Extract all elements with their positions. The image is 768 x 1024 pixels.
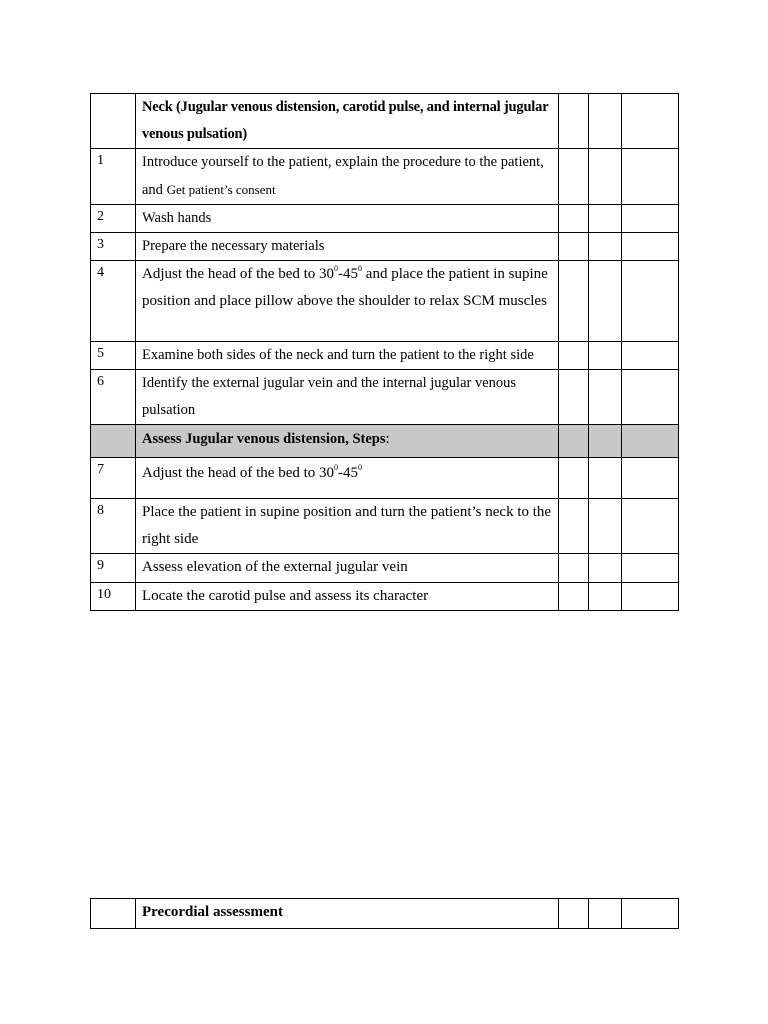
score-cell [559,233,589,261]
row-number: 4 [91,261,136,342]
degree-superscript: 0 [358,264,363,273]
score-cell [622,554,679,583]
score-cell [559,205,589,233]
score-cell [589,261,622,342]
score-cell [589,425,622,458]
row-number: 3 [91,233,136,261]
score-cell [589,342,622,370]
table-row [91,342,679,370]
table-row [91,149,679,205]
table-row [91,458,679,499]
score-cell [622,233,679,261]
score-cell [559,370,589,425]
row-number-cell [91,899,136,929]
score-cell [589,149,622,205]
row-number: 8 [91,499,136,554]
score-cell [589,458,622,499]
table-row [91,205,679,233]
row-number-cell [91,425,136,458]
score-cell [589,233,622,261]
section-header-jvd [136,425,559,458]
score-cell [622,899,679,929]
score-cell [622,583,679,611]
section-header-neck: Neck (Jugular venous distension, carotid pulse, and internal jugular venous pulsation) [136,94,559,149]
degree-superscript: 0 [334,463,339,472]
step-text: Prepare the necessary materials [136,233,559,261]
score-cell [622,370,679,425]
section-header-text: Assess Jugular venous distension, Steps [142,431,386,447]
score-cell [589,94,622,149]
row-number: 5 [91,342,136,370]
score-cell [622,205,679,233]
score-cell [622,342,679,370]
score-cell [589,370,622,425]
degree-superscript: 0 [358,463,363,472]
score-cell [559,583,589,611]
row-number: 1 [91,149,136,205]
step-text-main: Introduce yourself to the patient, explain the procedure to the patient, and [142,154,544,198]
row-number: 2 [91,205,136,233]
table-row [91,554,679,583]
step-text-part: -45 [338,266,359,282]
table-row [91,425,679,458]
score-cell [622,499,679,554]
score-cell [559,261,589,342]
degree-superscript: 0 [334,264,339,273]
score-cell [589,499,622,554]
score-cell [559,458,589,499]
score-cell [559,899,589,929]
row-number-cell [91,94,136,149]
step-text: Place the patient in supine position and turn the patient’s neck to the right side [136,499,559,554]
score-cell [622,458,679,499]
score-cell [559,342,589,370]
step-text: Wash hands [136,205,559,233]
score-cell [559,94,589,149]
step-text-part: Adjust the head of the bed to 30 [142,266,335,282]
row-number: 7 [91,458,136,499]
table-row [91,499,679,554]
step-text [136,149,559,205]
step-text [136,261,559,342]
table-row [91,233,679,261]
score-cell [559,149,589,205]
score-cell [589,583,622,611]
section-header-colon: : [385,431,390,447]
section-header-precordial: Precordial assessment [136,899,559,929]
precordial-checklist-table [90,898,679,929]
score-cell [589,554,622,583]
row-number: 10 [91,583,136,611]
score-cell [559,499,589,554]
score-cell [622,425,679,458]
score-cell [622,94,679,149]
score-cell [559,554,589,583]
step-text: Identify the external jugular vein and the internal jugular venous pulsation [136,370,559,425]
step-text: Assess elevation of the external jugular vein [136,554,559,583]
score-cell [622,261,679,342]
step-text: Locate the carotid pulse and assess its character [136,583,559,611]
table-row [91,370,679,425]
score-cell [622,149,679,205]
table-row [91,94,679,149]
table-row [91,261,679,342]
step-text-part: -45 [338,465,359,481]
row-number: 6 [91,370,136,425]
score-cell [589,899,622,929]
score-cell [589,205,622,233]
step-text-part: Adjust the head of the bed to 30 [142,465,335,481]
neck-checklist-table [90,93,679,611]
step-text-part: and place the patient in supine position and place pillow above the shoulder to relax SCM muscles [142,266,548,309]
step-text-consent: Get patient’s consent [166,182,276,197]
score-cell [559,425,589,458]
step-text: Examine both sides of the neck and turn the patient to the right side [136,342,559,370]
row-number: 9 [91,554,136,583]
step-text [136,458,559,499]
table-row [91,583,679,611]
table-row [91,899,679,929]
